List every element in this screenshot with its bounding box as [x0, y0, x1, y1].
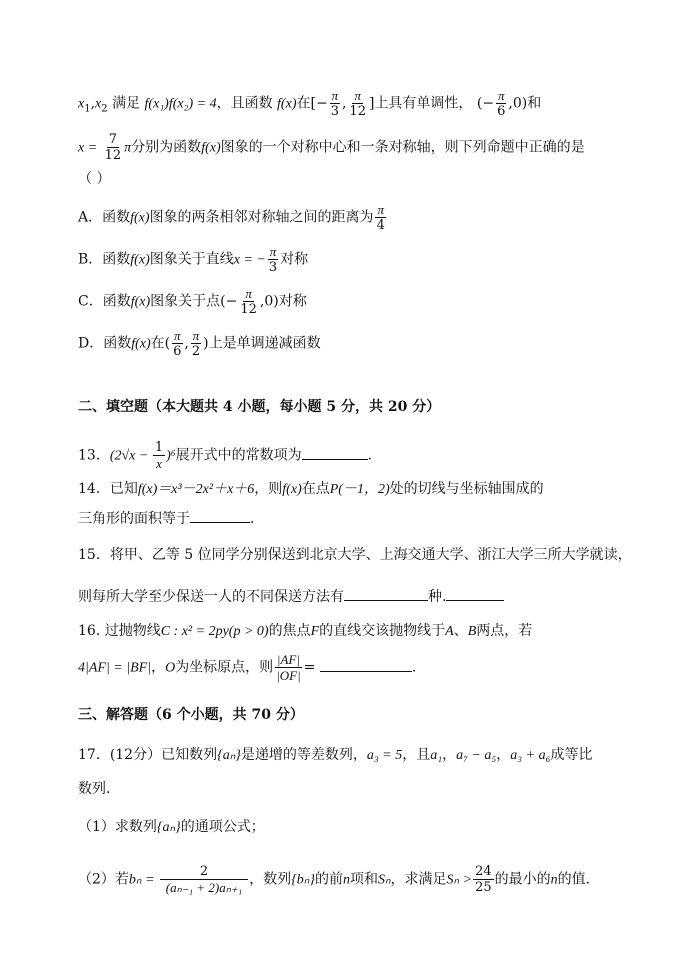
q12-answer-paren: （ ） [78, 171, 111, 187]
answer-blank[interactable] [302, 445, 368, 460]
fraction: $\frac{1}{x}$ [154, 440, 164, 471]
text: 和 [527, 95, 542, 112]
q14-line1: 14．已知f(x)＝x³－2x²＋x＋6，则f(x)在点P(－1，2)处的切线与坐标轴围成的 [78, 481, 544, 497]
answer-blank[interactable] [190, 508, 250, 523]
text: 上具有单调性， [374, 95, 473, 112]
q15-line1: 15．将甲、乙等 5 位同学分别保送到北京大学、上海交通大学、浙江大学三所大学就读， [78, 547, 632, 563]
text: 图象的一个对称中心和一条对称轴，则下列命题中正确的是 [220, 139, 585, 156]
var-x2: x [95, 96, 102, 112]
bracket: ] [368, 95, 375, 112]
fraction: $\frac{\pi}{3}$ [330, 88, 339, 119]
option-b: B．函数f(x)图象关于直线x = − $\frac{\pi}{3}$ 对称 [78, 244, 309, 275]
q17-part2: （2）若bₙ = $\frac{2}{\text{(aₙ₋₁ + 2)aₙ₊₁}}$ ，数列{bₙ}的前n项和Sₙ，求满足Sₙ > $\frac{24}{25}$ 的最小的n的值. [78, 864, 591, 895]
answer-blank[interactable] [446, 586, 504, 601]
paren: ,0) [508, 95, 528, 112]
option-a: A．函数f(x)图象的两条相邻对称轴之间的距离为 $\frac{\pi}{4}$ [78, 202, 385, 233]
q13: 13．(2√x − $\frac{1}{x}$ )⁶展开式中的常数项为 . [78, 440, 373, 471]
sub: 1 [84, 103, 91, 115]
section-3-heading: 三、解答题（6 个小题，共 70 分） [78, 707, 304, 723]
q17-line2: 数列. [78, 781, 111, 797]
answer-blank[interactable] [344, 586, 428, 601]
text: 在 [296, 95, 311, 112]
option-c: C．函数f(x)图象关于点(− $\frac{\pi}{12}$ ,0)对称 [78, 286, 307, 317]
q16-line2: 4|AF| = |BF|，O为坐标原点，则 $\frac{|AF|}{|OF|}$ = . [78, 652, 417, 683]
q12-line1: $x_1,x_2$ 满足 f(x₁)f(x₂) = 4，且函数 f(x)在[− $\frac{\pi}{3}$ , $\frac{\pi}{12}$ ]上具有单调性， (− $\frac{\pi}{6}$ ,0)和 [78, 88, 542, 119]
fraction: $\frac{\pi}{6}$ [173, 328, 182, 359]
q14-line2: 三角形的面积等于 . [78, 508, 254, 528]
fraction: $\frac{\pi}{2}$ [191, 328, 201, 359]
fraction: $\frac{24}{25}$ [475, 864, 492, 895]
math-fx: f(x) [277, 96, 297, 112]
text: ，且函数 [216, 95, 273, 112]
math-fx: f(x) [201, 140, 221, 156]
q17-part1: （1）求数列{aₙ}的通项公式； [78, 819, 265, 835]
section-2-heading: 二、填空题（本大题共 4 小题，每小题 5 分，共 20 分） [78, 399, 441, 415]
fraction: $\frac{\pi}{6}$ [497, 88, 506, 119]
pi: π [124, 140, 132, 156]
sep: , [90, 95, 96, 112]
math-expr: x = [78, 140, 98, 156]
answer-blank[interactable] [320, 657, 412, 672]
bracket: [− [310, 95, 328, 112]
q16-line1: 16. 过抛物线C : x² = 2py(p > 0)的焦点F的直线交该抛物线于A、B两点，若 [78, 623, 533, 639]
q12-line2 [78, 132, 585, 163]
q17-line1: 17．(12分）已知数列{aₙ}是递增的等差数列，a₃ = 5，且a₁，a₇ − a₅，a₃ + a₆成等比 [78, 747, 593, 763]
fraction: $\frac{\pi}{12}$ [349, 88, 366, 119]
option-d: D．函数f(x)在( $\frac{\pi}{6}$ , $\frac{\pi}{2}$ )上是单调递减函数 [78, 328, 321, 359]
sub: 2 [101, 103, 108, 115]
fraction: $\frac{7}{12}$ [104, 132, 122, 163]
math-expr: f(x₁)f(x₂) = 4 [144, 96, 217, 112]
paren: (− [476, 95, 495, 112]
fraction: $\frac{\pi}{12}$ [240, 286, 257, 317]
text: 满足 [112, 95, 141, 112]
fraction: $\frac{2}{\text{(aₙ₋₁ + 2)aₙ₊₁}}$ [160, 864, 248, 895]
text: 分别为函数 [131, 139, 202, 156]
q15-line2: 则每所大学至少保送一人的不同保送方法有 种. [78, 586, 504, 606]
fraction: $\frac{\pi}{4}$ [376, 202, 385, 233]
fraction: $\frac{\pi}{3}$ [268, 244, 278, 275]
fraction: $\frac{|AF|}{|OF|}$ [276, 652, 301, 683]
var-x1: x [78, 96, 85, 112]
